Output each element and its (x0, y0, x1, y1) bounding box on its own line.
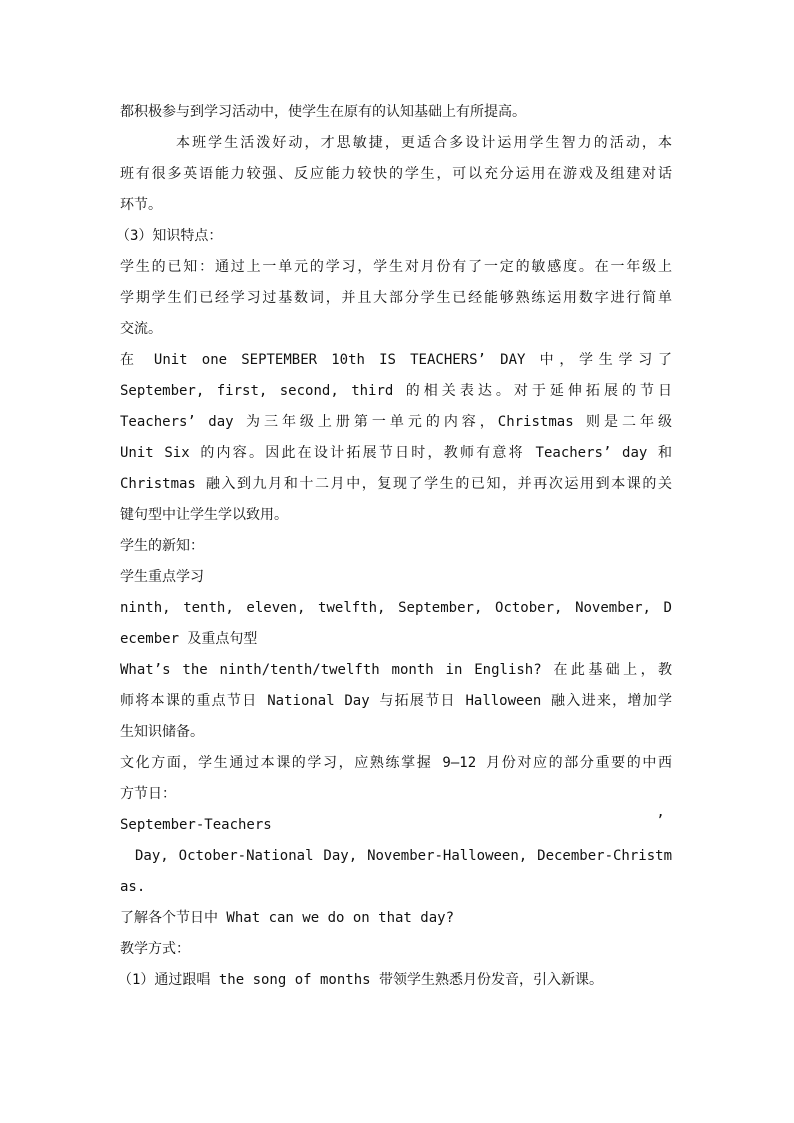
paragraph-line: 班有很多英语能力较强、反应能力较快的学生，可以充分运用在游戏及组建对话 (120, 166, 672, 182)
paragraph-line: as. (120, 879, 146, 895)
paragraph-line: 键句型中让学生学以致用。 (120, 507, 288, 523)
paragraph-line: Day, October-National Day, November-Halloween, December-Christm (135, 848, 672, 864)
paragraph-line: 交流。 (120, 321, 162, 337)
paragraph-line: 学生重点学习 (120, 569, 204, 585)
paragraph-line: 在 Unit one SEPTEMBER 10th IS TEACHERS’ DAY 中，学生学习了 (120, 352, 672, 368)
paragraph-line: 学期学生们已经学习过基数词，并且大部分学生已经能够熟练运用数字进行简单 (120, 290, 672, 306)
paragraph-line: 生知识储备。 (120, 724, 204, 740)
section-heading: （3）知识特点： (116, 228, 223, 244)
paragraph-line: What’s the ninth/tenth/twelfth month in English? 在此基础上，教 (120, 662, 672, 678)
paragraph-line: ninth, tenth, eleven, twelfth, September, October, November, D (120, 600, 672, 616)
paragraph-line: 教学方式： (120, 941, 190, 957)
paragraph-line: Teachers’ day 为三年级上册第一单元的内容，Christmas 则是二年级 (120, 414, 672, 430)
paragraph-line: （1）通过跟唱 the song of months 带领学生熟悉月份发音，引入新课。 (118, 972, 604, 988)
paragraph-line: 都积极参与到学习活动中，使学生在原有的认知基础上有所提高。 (120, 104, 526, 120)
paragraph-line: 方节日： (120, 786, 176, 802)
paragraph-line: 本班学生活泼好动，才思敏捷，更适合多设计运用学生智力的活动，本 (176, 135, 672, 151)
paragraph-line: 师将本课的重点节日 National Day 与拓展节日 Halloween 融入进来，增加学 (120, 693, 672, 709)
paragraph-line: 学生的已知：通过上一单元的学习，学生对月份有了一定的敏感度。在一年级上 (120, 259, 672, 275)
paragraph-line: September, first, second, third 的相关表达。对于延伸拓展的节日 (120, 383, 672, 399)
paragraph-line: ecember 及重点句型 (120, 631, 258, 647)
paragraph-line: Unit Six 的内容。因此在设计拓展节日时，教师有意将 Teachers’ day 和 (120, 445, 672, 461)
paragraph-line: Christmas 融入到九月和十二月中，复现了学生的已知，并再次运用到本课的关 (120, 476, 672, 492)
paragraph-line: 文化方面，学生通过本课的学习，应熟练掌握 9—12 月份对应的部分重要的中西 (120, 755, 672, 771)
paragraph-line: 环节。 (120, 197, 162, 213)
paragraph-line: September-Teachers (120, 817, 272, 833)
paragraph-line: 学生的新知： (120, 538, 204, 554)
paragraph-line: 了解各个节日中 What can we do on that day? (120, 910, 455, 926)
paragraph-line: ’ (656, 813, 665, 829)
